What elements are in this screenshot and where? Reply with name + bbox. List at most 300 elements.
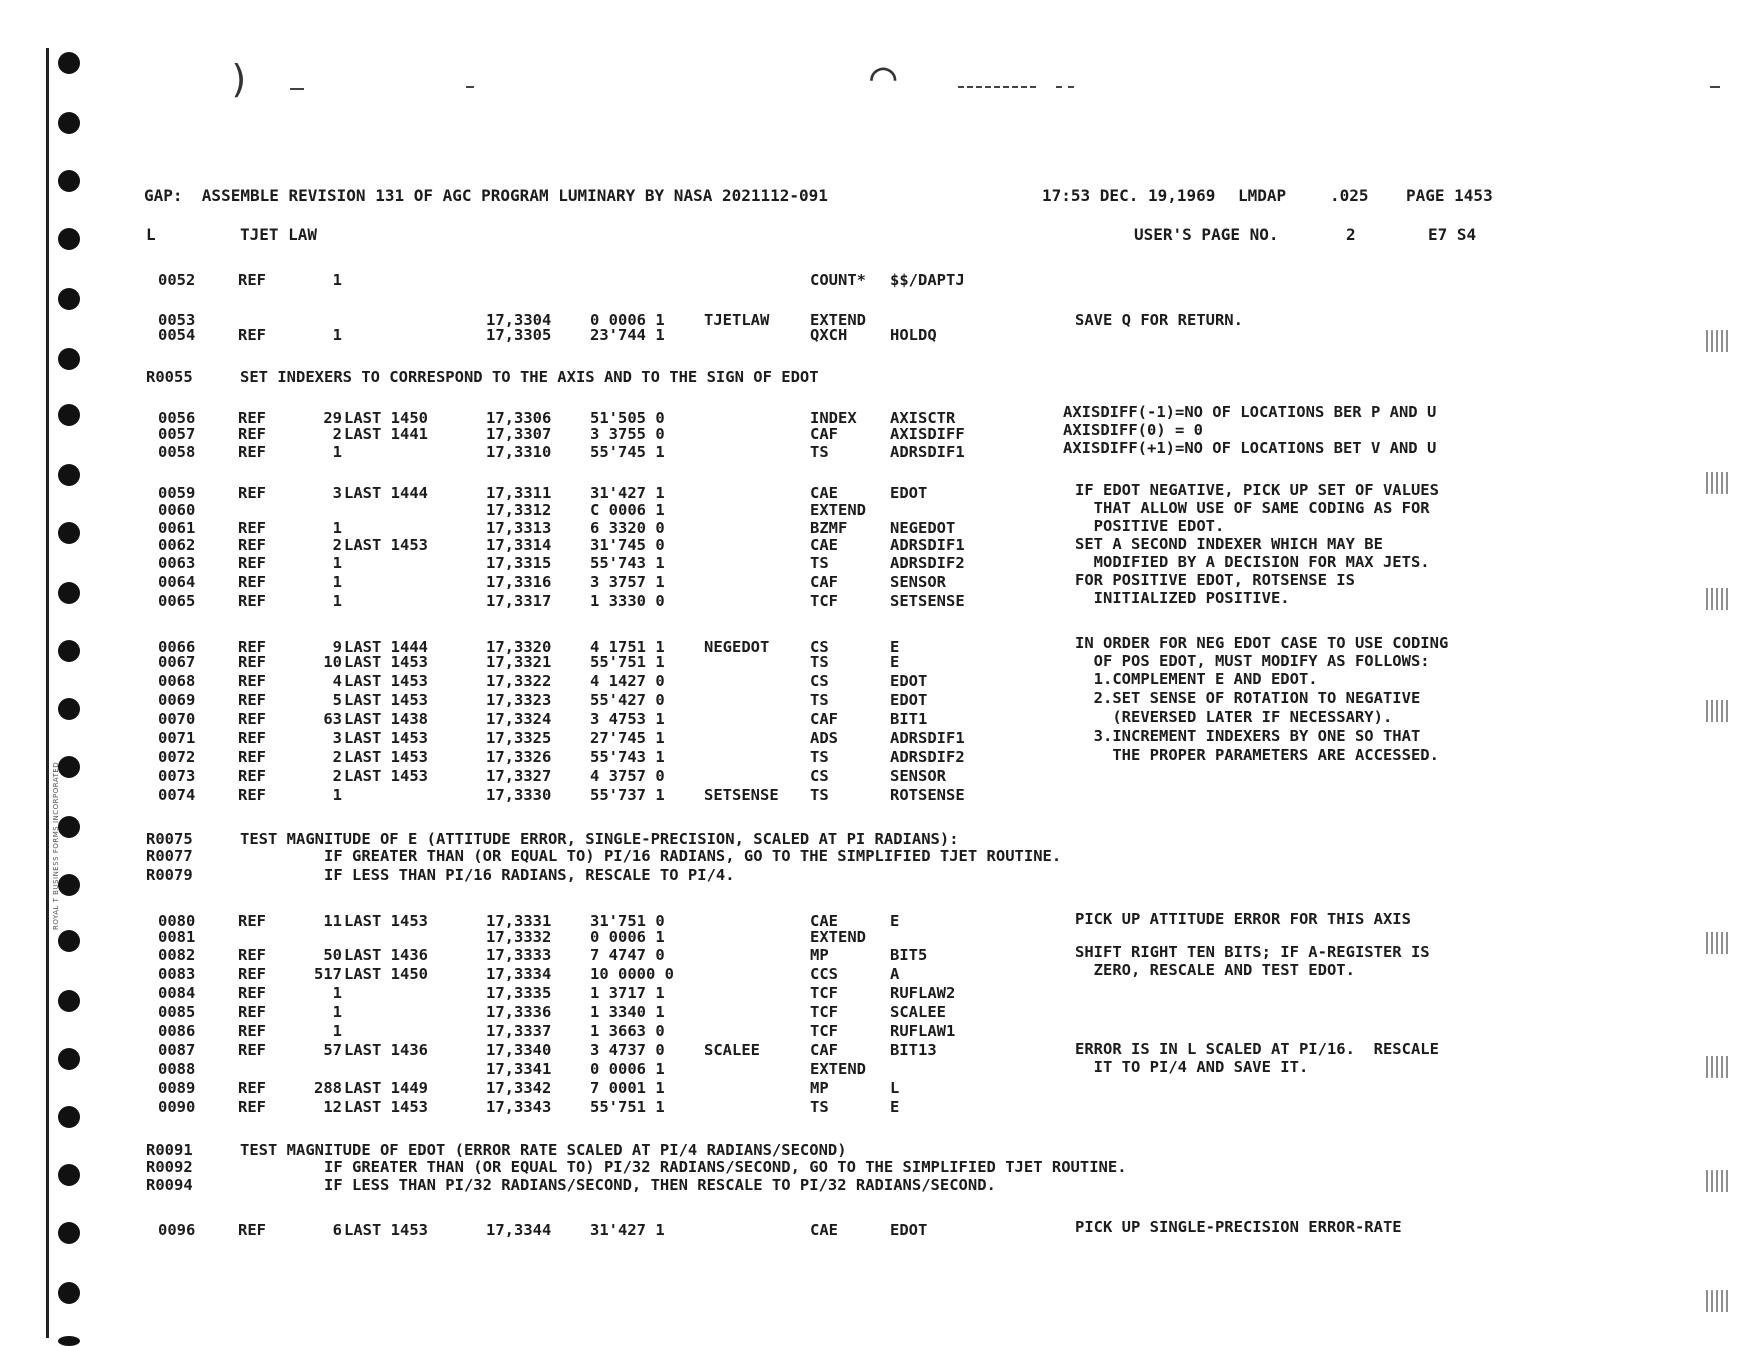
opcode: MP xyxy=(810,946,829,964)
ref-keyword: REF xyxy=(238,409,266,427)
octal-word: 3 3757 1 xyxy=(590,573,665,591)
memory-address: 17,3320 xyxy=(486,638,552,656)
operand: L xyxy=(890,1079,900,1097)
opcode: TS xyxy=(810,748,829,766)
scan-artifact xyxy=(1706,932,1730,954)
octal-word: 7 4747 0 xyxy=(590,946,665,964)
octal-word: 27'745 1 xyxy=(590,729,665,747)
octal-word: 7 0001 1 xyxy=(590,1079,665,1097)
memory-address: 17,3307 xyxy=(486,425,552,443)
remark-line-number: R0092 xyxy=(146,1158,193,1176)
ref-keyword: REF xyxy=(238,1098,266,1116)
memory-address: 17,3323 xyxy=(486,691,552,709)
line-number: 0070 xyxy=(158,710,196,728)
memory-address: 17,3330 xyxy=(486,786,552,804)
octal-word: 1 3717 1 xyxy=(590,984,665,1002)
ref-count: 11 xyxy=(323,912,342,930)
opcode: CAE xyxy=(810,484,838,502)
pencil-mark xyxy=(466,86,474,88)
ref-keyword: REF xyxy=(238,653,266,671)
ref-keyword: REF xyxy=(238,554,266,572)
last-reference: LAST 1444 xyxy=(344,484,428,502)
operand: NEGEDOT xyxy=(890,519,956,537)
ref-keyword: REF xyxy=(238,912,266,930)
octal-word: 55'743 1 xyxy=(590,748,665,766)
ref-count: 12 xyxy=(323,1098,342,1116)
line-number: 0066 xyxy=(158,638,196,656)
opcode: CAE xyxy=(810,1221,838,1239)
ref-keyword: REF xyxy=(238,748,266,766)
last-reference: LAST 1453 xyxy=(344,729,428,747)
ref-count: 1 xyxy=(332,1003,342,1021)
operand: EDOT xyxy=(890,484,928,502)
operand: AXISDIFF xyxy=(890,425,965,443)
octal-word: 3 3755 0 xyxy=(590,425,665,443)
scan-artifact xyxy=(1706,472,1730,494)
opcode: CAF xyxy=(810,1041,838,1059)
code-label: NEGEDOT xyxy=(704,638,770,656)
opcode: COUNT* xyxy=(810,271,866,289)
line-number: 0058 xyxy=(158,443,196,461)
octal-word: 55'745 1 xyxy=(590,443,665,461)
line-number: 0089 xyxy=(158,1079,196,1097)
ref-keyword: REF xyxy=(238,786,266,804)
line-number: 0061 xyxy=(158,519,196,537)
opcode: TCF xyxy=(810,1022,838,1040)
module-version: .025 xyxy=(1330,186,1369,205)
ref-keyword: REF xyxy=(238,573,266,591)
octal-word: 51'505 0 xyxy=(590,409,665,427)
ref-keyword: REF xyxy=(238,984,266,1002)
last-reference: LAST 1453 xyxy=(344,691,428,709)
code-comment: SAVE Q FOR RETURN. xyxy=(1075,311,1243,329)
memory-address: 17,3310 xyxy=(486,443,552,461)
opcode: EXTEND xyxy=(810,311,866,329)
memory-address: 17,3311 xyxy=(486,484,552,502)
operand: E xyxy=(890,638,900,656)
pencil-mark xyxy=(1710,86,1720,88)
ref-keyword: REF xyxy=(238,1003,266,1021)
operand: AXISCTR xyxy=(890,409,956,427)
remark-line-number: R0079 xyxy=(146,866,193,884)
binding-edge xyxy=(46,48,49,1338)
ref-count: 2 xyxy=(332,748,342,766)
pencil-mark xyxy=(1056,86,1078,88)
ref-count: 1 xyxy=(332,573,342,591)
ref-keyword: REF xyxy=(238,691,266,709)
opcode: ADS xyxy=(810,729,838,747)
section-code: E7 S4 xyxy=(1428,225,1477,244)
code-comment: FOR POSITIVE EDOT, ROTSENSE IS xyxy=(1075,571,1355,589)
line-number: 0060 xyxy=(158,501,196,519)
octal-word: 4 1751 1 xyxy=(590,638,665,656)
line-number: 0084 xyxy=(158,984,196,1002)
ref-count: 288 xyxy=(314,1079,342,1097)
code-comment: 2.SET SENSE OF ROTATION TO NEGATIVE xyxy=(1075,689,1421,707)
punch-hole xyxy=(58,1222,80,1244)
last-reference: LAST 1450 xyxy=(344,965,428,983)
memory-address: 17,3313 xyxy=(486,519,552,537)
ref-count: 5 xyxy=(332,691,342,709)
pencil-mark xyxy=(290,88,304,90)
line-number: 0067 xyxy=(158,653,196,671)
opcode: EXTEND xyxy=(810,501,866,519)
opcode: CAF xyxy=(810,710,838,728)
memory-address: 17,3327 xyxy=(486,767,552,785)
punch-hole xyxy=(58,582,80,604)
punch-hole xyxy=(58,990,80,1012)
line-number: 0080 xyxy=(158,912,196,930)
operand: BIT1 xyxy=(890,710,928,728)
last-reference: LAST 1453 xyxy=(344,672,428,690)
memory-address: 17,3326 xyxy=(486,748,552,766)
opcode: CAF xyxy=(810,573,838,591)
ref-keyword: REF xyxy=(238,443,266,461)
memory-address: 17,3331 xyxy=(486,912,552,930)
opcode: CAE xyxy=(810,536,838,554)
code-comment: OF POS EDOT, MUST MODIFY AS FOLLOWS: xyxy=(1075,652,1430,670)
code-comment: 1.COMPLEMENT E AND EDOT. xyxy=(1075,670,1318,688)
line-number: 0086 xyxy=(158,1022,196,1040)
code-comment: IT TO PI/4 AND SAVE IT. xyxy=(1075,1058,1309,1076)
octal-word: 1 3330 0 xyxy=(590,592,665,610)
ref-count: 57 xyxy=(323,1041,342,1059)
opcode: CS xyxy=(810,638,829,656)
code-label: SETSENSE xyxy=(704,786,779,804)
scan-artifact xyxy=(1706,1290,1730,1312)
ref-keyword: REF xyxy=(238,1041,266,1059)
last-reference: LAST 1450 xyxy=(344,409,428,427)
code-label: SCALEE xyxy=(704,1041,760,1059)
punch-hole xyxy=(58,1048,80,1070)
ref-count: 1 xyxy=(332,984,342,1002)
octal-word: 23'744 1 xyxy=(590,326,665,344)
ref-count: 63 xyxy=(323,710,342,728)
opcode: TS xyxy=(810,691,829,709)
octal-word: 4 1427 0 xyxy=(590,672,665,690)
memory-address: 17,3332 xyxy=(486,928,552,946)
ref-count: 2 xyxy=(332,767,342,785)
memory-address: 17,3337 xyxy=(486,1022,552,1040)
ref-keyword: REF xyxy=(238,519,266,537)
code-comment: AXISDIFF(-1)=NO OF LOCATIONS BER P AND U xyxy=(1063,403,1437,421)
code-comment: ERROR IS IN L SCALED AT PI/16. RESCALE xyxy=(1075,1040,1439,1058)
opcode: TCF xyxy=(810,984,838,1002)
opcode: CAE xyxy=(810,912,838,930)
code-comment: POSITIVE EDOT. xyxy=(1075,517,1225,535)
punch-hole xyxy=(58,930,80,952)
punch-hole xyxy=(58,698,80,720)
ref-count: 1 xyxy=(332,519,342,537)
octal-word: C 0006 1 xyxy=(590,501,665,519)
memory-address: 17,3322 xyxy=(486,672,552,690)
opcode: CCS xyxy=(810,965,838,983)
octal-word: 31'427 1 xyxy=(590,1221,665,1239)
punch-hole xyxy=(58,464,80,486)
punch-hole xyxy=(58,1282,80,1304)
line-number: 0071 xyxy=(158,729,196,747)
last-reference: LAST 1453 xyxy=(344,1221,428,1239)
last-reference: LAST 1453 xyxy=(344,653,428,671)
ref-keyword: REF xyxy=(238,484,266,502)
memory-address: 17,3306 xyxy=(486,409,552,427)
line-number: 0085 xyxy=(158,1003,196,1021)
opcode: CS xyxy=(810,767,829,785)
punch-hole xyxy=(58,112,80,134)
memory-address: 17,3340 xyxy=(486,1041,552,1059)
opcode: EXTEND xyxy=(810,1060,866,1078)
opcode: EXTEND xyxy=(810,928,866,946)
punch-hole xyxy=(58,228,80,250)
opcode: TS xyxy=(810,443,829,461)
ref-keyword: REF xyxy=(238,1022,266,1040)
ref-keyword: REF xyxy=(238,1221,266,1239)
memory-address: 17,3321 xyxy=(486,653,552,671)
memory-address: 17,3342 xyxy=(486,1079,552,1097)
ref-count: 3 xyxy=(332,729,342,747)
memory-address: 17,3305 xyxy=(486,326,552,344)
remark-text: IF GREATER THAN (OR EQUAL TO) PI/32 RADIANS/SECOND, GO TO THE SIMPLIFIED TJET ROUTINE. xyxy=(240,1158,1127,1176)
ref-count: 50 xyxy=(323,946,342,964)
octal-word: 0 0006 1 xyxy=(590,928,665,946)
memory-address: 17,3314 xyxy=(486,536,552,554)
users-page-label: USER'S PAGE NO. xyxy=(1134,225,1279,244)
operand: EDOT xyxy=(890,1221,928,1239)
code-comment: IN ORDER FOR NEG EDOT CASE TO USE CODING xyxy=(1075,634,1449,652)
ref-keyword: REF xyxy=(238,425,266,443)
octal-word: 55'737 1 xyxy=(590,786,665,804)
operand: SENSOR xyxy=(890,573,946,591)
octal-word: 0 0006 1 xyxy=(590,1060,665,1078)
page-number: PAGE 1453 xyxy=(1406,186,1493,205)
operand: E xyxy=(890,653,900,671)
line-number: 0062 xyxy=(158,536,196,554)
last-reference: LAST 1453 xyxy=(344,767,428,785)
operand: SENSOR xyxy=(890,767,946,785)
code-comment: PICK UP ATTITUDE ERROR FOR THIS AXIS xyxy=(1075,910,1411,928)
operand: RUFLAW1 xyxy=(890,1022,956,1040)
code-comment: (REVERSED LATER IF NECESSARY). xyxy=(1075,708,1393,726)
remark-text: TEST MAGNITUDE OF EDOT (ERROR RATE SCALED AT PI/4 RADIANS/SECOND) xyxy=(240,1141,847,1159)
pencil-mark: ) xyxy=(228,57,251,101)
punch-hole xyxy=(58,522,80,544)
operand: A xyxy=(890,965,900,983)
punch-hole xyxy=(58,170,80,192)
ref-keyword: REF xyxy=(238,729,266,747)
line-number: 0057 xyxy=(158,425,196,443)
code-comment: 3.INCREMENT INDEXERS BY ONE SO THAT xyxy=(1075,727,1421,745)
memory-address: 17,3316 xyxy=(486,573,552,591)
opcode: INDEX xyxy=(810,409,857,427)
punch-hole xyxy=(58,52,80,74)
line-number: 0083 xyxy=(158,965,196,983)
line-number: 0053 xyxy=(158,311,196,329)
operand: EDOT xyxy=(890,691,928,709)
operand: SCALEE xyxy=(890,1003,946,1021)
memory-address: 17,3334 xyxy=(486,965,552,983)
octal-word: 55'751 1 xyxy=(590,653,665,671)
code-comment: SHIFT RIGHT TEN BITS; IF A-REGISTER IS xyxy=(1075,943,1430,961)
last-reference: LAST 1453 xyxy=(344,748,428,766)
memory-address: 17,3333 xyxy=(486,946,552,964)
module-name: LMDAP xyxy=(1238,186,1287,205)
memory-address: 17,3336 xyxy=(486,1003,552,1021)
octal-word: 55'751 1 xyxy=(590,1098,665,1116)
ref-keyword: REF xyxy=(238,767,266,785)
code-comment: INITIALIZED POSITIVE. xyxy=(1075,589,1290,607)
punch-hole xyxy=(58,288,80,310)
line-number: 0072 xyxy=(158,748,196,766)
opcode: QXCH xyxy=(810,326,848,344)
ref-keyword: REF xyxy=(238,326,266,344)
punch-hole xyxy=(58,1164,80,1186)
code-comment: IF EDOT NEGATIVE, PICK UP SET OF VALUES xyxy=(1075,481,1439,499)
code-comment: AXISDIFF(+1)=NO OF LOCATIONS BET V AND U xyxy=(1063,439,1437,457)
octal-word: 55'427 0 xyxy=(590,691,665,709)
punch-hole xyxy=(58,348,80,370)
operand: E xyxy=(890,1098,900,1116)
ref-keyword: REF xyxy=(238,1079,266,1097)
octal-word: 31'427 1 xyxy=(590,484,665,502)
opcode: TS xyxy=(810,786,829,804)
operand: ADRSDIF1 xyxy=(890,729,965,747)
line-number: 0087 xyxy=(158,1041,196,1059)
ref-keyword: REF xyxy=(238,965,266,983)
pencil-mark: ⌒ xyxy=(870,50,897,101)
memory-address: 17,3335 xyxy=(486,984,552,1002)
last-reference: LAST 1441 xyxy=(344,425,428,443)
memory-address: 17,3343 xyxy=(486,1098,552,1116)
operand: ADRSDIF2 xyxy=(890,748,965,766)
ref-keyword: REF xyxy=(238,638,266,656)
octal-word: 4 3757 0 xyxy=(590,767,665,785)
remark-text: IF GREATER THAN (OR EQUAL TO) PI/16 RADIANS, GO TO THE SIMPLIFIED TJET ROUTINE. xyxy=(240,847,1062,865)
line-number: 0082 xyxy=(158,946,196,964)
ref-count: 1 xyxy=(332,271,342,289)
operand: $$/DAPTJ xyxy=(890,271,965,289)
remark-line-number: R0055 xyxy=(146,368,193,386)
ref-count: 517 xyxy=(314,965,342,983)
last-reference: LAST 1453 xyxy=(344,1098,428,1116)
octal-word: 3 4737 0 xyxy=(590,1041,665,1059)
line-number: 0068 xyxy=(158,672,196,690)
ref-count: 3 xyxy=(332,484,342,502)
octal-word: 1 3663 0 xyxy=(590,1022,665,1040)
opcode: TCF xyxy=(810,1003,838,1021)
code-comment: SET A SECOND INDEXER WHICH MAY BE xyxy=(1075,535,1383,553)
operand: RUFLAW2 xyxy=(890,984,956,1002)
memory-address: 17,3315 xyxy=(486,554,552,572)
operand: ADRSDIF1 xyxy=(890,443,965,461)
line-number: 0059 xyxy=(158,484,196,502)
memory-address: 17,3304 xyxy=(486,311,552,329)
remark-line-number: R0094 xyxy=(146,1176,193,1194)
line-number: 0054 xyxy=(158,326,196,344)
operand: ADRSDIF2 xyxy=(890,554,965,572)
remark-line-number: R0077 xyxy=(146,847,193,865)
scan-artifact xyxy=(1706,1170,1730,1192)
last-reference: LAST 1436 xyxy=(344,1041,428,1059)
ref-count: 1 xyxy=(332,592,342,610)
line-number: 0063 xyxy=(158,554,196,572)
line-number: 0052 xyxy=(158,271,196,289)
section-title: TJET LAW xyxy=(240,225,318,244)
ref-keyword: REF xyxy=(238,672,266,690)
line-number: 0090 xyxy=(158,1098,196,1116)
scan-artifact xyxy=(1706,588,1730,610)
punch-hole xyxy=(58,1106,80,1128)
opcode: TS xyxy=(810,653,829,671)
octal-word: 31'751 0 xyxy=(590,912,665,930)
operand: ADRSDIF1 xyxy=(890,536,965,554)
line-number: 0074 xyxy=(158,786,196,804)
line-number: 0064 xyxy=(158,573,196,591)
punch-hole xyxy=(58,404,80,426)
last-reference: LAST 1444 xyxy=(344,638,428,656)
opcode: TCF xyxy=(810,592,838,610)
octal-word: 10 0000 0 xyxy=(590,965,674,983)
ref-count: 2 xyxy=(332,425,342,443)
line-number: 0088 xyxy=(158,1060,196,1078)
opcode: TS xyxy=(810,1098,829,1116)
remark-line-number: R0075 xyxy=(146,830,193,848)
punch-hole xyxy=(58,1336,80,1346)
line-number: 0081 xyxy=(158,928,196,946)
code-label: TJETLAW xyxy=(704,311,770,329)
scan-artifact xyxy=(1706,330,1730,352)
octal-word: 0 0006 1 xyxy=(590,311,665,329)
octal-word: 55'743 1 xyxy=(590,554,665,572)
ref-count: 9 xyxy=(332,638,342,656)
remark-text: IF LESS THAN PI/16 RADIANS, RESCALE TO PI/4. xyxy=(240,866,735,884)
ref-count: 1 xyxy=(332,326,342,344)
opcode: CS xyxy=(810,672,829,690)
ref-keyword: REF xyxy=(238,710,266,728)
ref-count: 1 xyxy=(332,443,342,461)
opcode: MP xyxy=(810,1079,829,1097)
operand: BIT13 xyxy=(890,1041,937,1059)
remark-text: TEST MAGNITUDE OF E (ATTITUDE ERROR, SINGLE-PRECISION, SCALED AT PI RADIANS): xyxy=(240,830,959,848)
opcode: BZMF xyxy=(810,519,848,537)
code-comment: AXISDIFF(0) = 0 xyxy=(1063,421,1203,439)
last-reference: LAST 1436 xyxy=(344,946,428,964)
operand: ROTSENSE xyxy=(890,786,965,804)
ref-count: 2 xyxy=(332,536,342,554)
margin-imprint: ROYAL T BUSINESS FORMS INCORPORATED xyxy=(52,761,60,930)
memory-address: 17,3317 xyxy=(486,592,552,610)
punch-hole xyxy=(58,640,80,662)
remark-text: SET INDEXERS TO CORRESPOND TO THE AXIS AND TO THE SIGN OF EDOT xyxy=(240,368,819,386)
scan-artifact xyxy=(1706,700,1730,722)
last-reference: LAST 1453 xyxy=(344,536,428,554)
operand: EDOT xyxy=(890,672,928,690)
code-comment: THAT ALLOW USE OF SAME CODING AS FOR xyxy=(1075,499,1430,517)
code-comment: THE PROPER PARAMETERS ARE ACCESSED. xyxy=(1075,746,1439,764)
assembly-title: GAP: ASSEMBLE REVISION 131 OF AGC PROGRAM LUMINARY BY NASA 2021112-091 xyxy=(144,186,828,205)
section-letter: L xyxy=(146,225,156,244)
remark-line-number: R0091 xyxy=(146,1141,193,1159)
operand: HOLDQ xyxy=(890,326,937,344)
operand: E xyxy=(890,912,900,930)
operand: SETSENSE xyxy=(890,592,965,610)
ref-keyword: REF xyxy=(238,271,266,289)
memory-address: 17,3325 xyxy=(486,729,552,747)
octal-word: 6 3320 0 xyxy=(590,519,665,537)
opcode: CAF xyxy=(810,425,838,443)
operand: BIT5 xyxy=(890,946,928,964)
line-number: 0065 xyxy=(158,592,196,610)
line-number: 0073 xyxy=(158,767,196,785)
